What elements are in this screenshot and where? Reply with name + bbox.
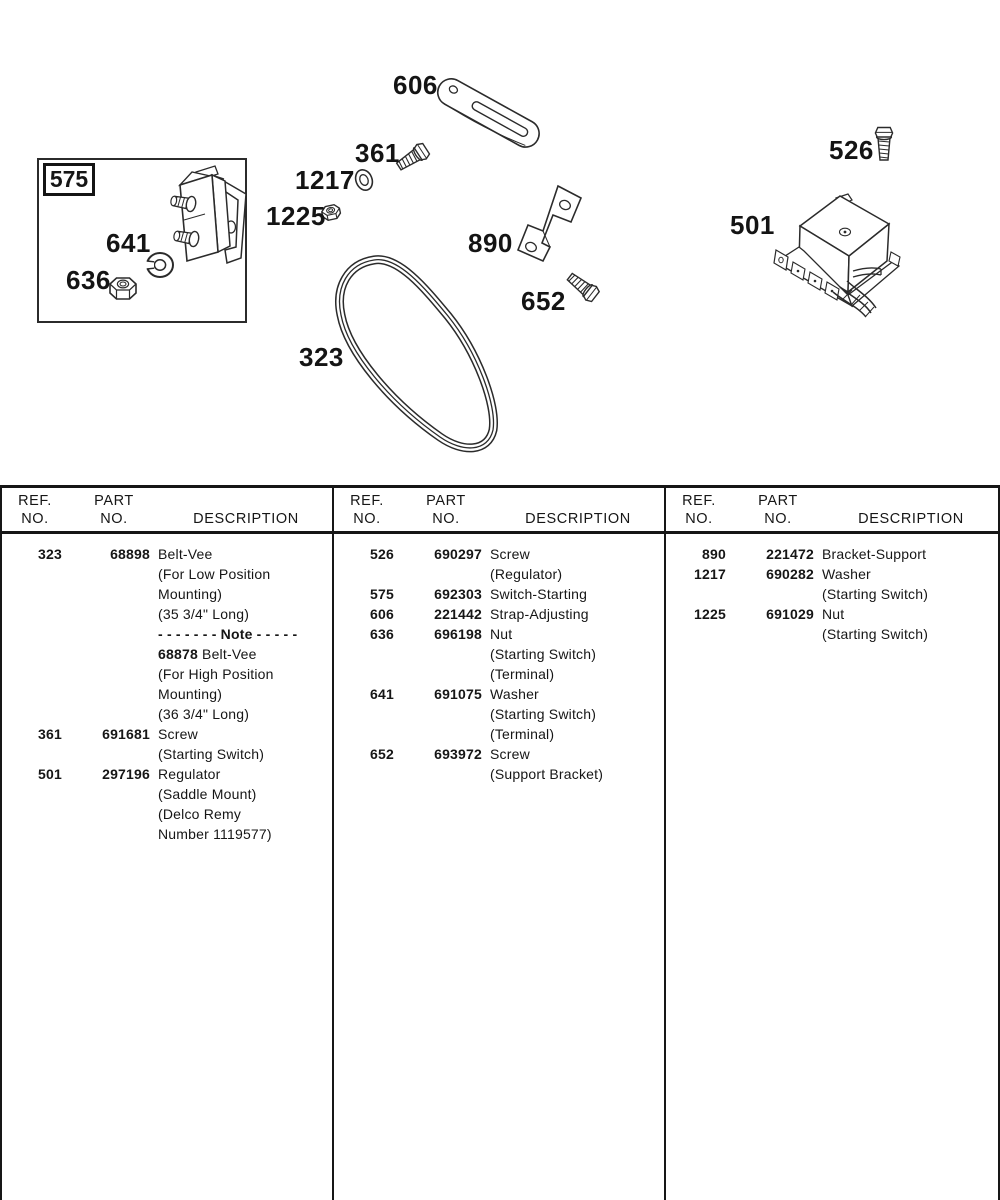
description-header: DESCRIPTION bbox=[858, 511, 964, 527]
part-no: 696198 bbox=[434, 626, 482, 642]
parts-table-column-1 bbox=[2, 488, 334, 1200]
table-row bbox=[334, 544, 664, 584]
regulator-501-drawing bbox=[774, 194, 900, 317]
description-line: (Support Bracket) bbox=[490, 766, 604, 782]
description-line: (Terminal) bbox=[490, 666, 555, 682]
description bbox=[482, 544, 664, 584]
part-no: 691681 bbox=[102, 726, 150, 742]
description-line: Screw bbox=[158, 726, 198, 742]
part-no: 692303 bbox=[434, 586, 482, 602]
part-label-652: 652 bbox=[521, 286, 566, 316]
adjusting-strap-drawing bbox=[433, 74, 544, 153]
description bbox=[482, 584, 664, 604]
description bbox=[150, 764, 332, 844]
description-line: Bracket-Support bbox=[822, 546, 927, 562]
part-no-header: PART NO. bbox=[758, 493, 798, 527]
ref-no-header: REF. NO. bbox=[18, 493, 52, 527]
description bbox=[482, 684, 664, 744]
description-line: Mounting) bbox=[158, 686, 223, 702]
table-row bbox=[334, 744, 664, 784]
description-line: Number 1119577) bbox=[158, 826, 272, 842]
part-no: 691075 bbox=[434, 686, 482, 702]
part-no: 690297 bbox=[434, 546, 482, 562]
table-header bbox=[2, 488, 332, 534]
part-label-1217: 1217 bbox=[295, 165, 355, 195]
table-body bbox=[2, 534, 332, 844]
parts-table-column-2 bbox=[334, 488, 666, 1200]
table-row bbox=[666, 544, 998, 564]
ref-no: 636 bbox=[370, 626, 394, 642]
description-line: (35 3/4" Long) bbox=[158, 606, 250, 622]
ref-no: 641 bbox=[370, 686, 394, 702]
ref-no: 606 bbox=[370, 606, 394, 622]
ref-no: 575 bbox=[370, 586, 394, 602]
starting-switch-drawing bbox=[170, 166, 246, 263]
part-no: 691029 bbox=[766, 606, 814, 622]
description-line: Washer bbox=[490, 686, 539, 702]
description-line: Screw bbox=[490, 546, 530, 562]
parts-table-column-3 bbox=[666, 488, 998, 1200]
description-line: (Starting Switch) bbox=[822, 626, 929, 642]
part-no: 297196 bbox=[102, 766, 150, 782]
part-label-501: 501 bbox=[730, 210, 775, 240]
washer-1217-drawing bbox=[353, 167, 376, 192]
description-line: (Starting Switch) bbox=[490, 706, 597, 722]
ref-no: 1225 bbox=[694, 606, 726, 622]
table-header bbox=[666, 488, 998, 534]
ref-no: 652 bbox=[370, 746, 394, 762]
part-no: 221442 bbox=[434, 606, 482, 622]
description bbox=[814, 544, 998, 564]
belt-drawing bbox=[340, 260, 494, 448]
screw-526-drawing bbox=[875, 128, 892, 161]
table-body bbox=[334, 534, 664, 784]
description-line: Regulator bbox=[158, 766, 221, 782]
table-row bbox=[2, 724, 332, 764]
description bbox=[814, 604, 998, 644]
parts-table bbox=[0, 485, 1000, 1200]
part-no-header: PART NO. bbox=[426, 493, 466, 527]
part-label-1225: 1225 bbox=[266, 201, 326, 231]
table-row bbox=[666, 564, 998, 604]
part-label-text: 575 bbox=[49, 166, 89, 192]
part-label-526: 526 bbox=[829, 135, 874, 165]
description-line: Mounting) bbox=[158, 586, 223, 602]
part-no: 221472 bbox=[766, 546, 814, 562]
description-line: Belt-Vee bbox=[158, 546, 213, 562]
table-row bbox=[334, 624, 664, 684]
description-line: (Starting Switch) bbox=[822, 586, 929, 602]
description bbox=[150, 544, 332, 724]
table-row bbox=[334, 604, 664, 624]
table-header bbox=[334, 488, 664, 534]
description-line: (Starting Switch) bbox=[490, 646, 597, 662]
part-no: 68898 bbox=[110, 546, 150, 562]
description-line: Nut bbox=[822, 606, 845, 622]
ref-no-header: REF. NO. bbox=[350, 493, 384, 527]
part-label-361: 361 bbox=[355, 138, 400, 168]
description-line: Nut bbox=[490, 626, 513, 642]
part-label-323: 323 bbox=[299, 342, 344, 372]
ref-no-header: REF. NO. bbox=[682, 493, 716, 527]
part-label-890: 890 bbox=[468, 228, 513, 258]
table-row bbox=[334, 684, 664, 744]
description bbox=[482, 744, 664, 784]
description-line: (For High Position bbox=[158, 666, 274, 682]
table-body bbox=[666, 534, 998, 644]
description bbox=[482, 624, 664, 684]
description-header: DESCRIPTION bbox=[525, 511, 631, 527]
description-line: (Saddle Mount) bbox=[158, 786, 257, 802]
description-line: (Terminal) bbox=[490, 726, 555, 742]
ref-no: 526 bbox=[370, 546, 394, 562]
ref-no: 361 bbox=[38, 726, 62, 742]
description-line: Washer bbox=[822, 566, 871, 582]
part-no-header: PART NO. bbox=[94, 493, 134, 527]
ref-no: 1217 bbox=[694, 566, 726, 582]
screw-652-drawing bbox=[564, 270, 600, 304]
description-line: (Regulator) bbox=[490, 566, 563, 582]
description-line: (36 3/4" Long) bbox=[158, 706, 250, 722]
table-row bbox=[666, 604, 998, 644]
part-no: 693972 bbox=[434, 746, 482, 762]
description-line: 68878 Belt-Vee bbox=[158, 646, 257, 662]
part-label-641: 641 bbox=[106, 228, 151, 258]
part-no: 690282 bbox=[766, 566, 814, 582]
description bbox=[482, 604, 664, 624]
table-row bbox=[334, 584, 664, 604]
description bbox=[150, 724, 332, 764]
description bbox=[814, 564, 998, 604]
nut-636-drawing bbox=[110, 278, 136, 299]
description-line: Switch-Starting bbox=[490, 586, 588, 602]
description-line: (Delco Remy bbox=[158, 806, 242, 822]
table-row bbox=[2, 544, 332, 724]
description-line: (Starting Switch) bbox=[158, 746, 265, 762]
description-header: DESCRIPTION bbox=[193, 511, 299, 527]
part-label-606: 606 bbox=[393, 70, 438, 100]
ref-no: 890 bbox=[702, 546, 726, 562]
part-label-636: 636 bbox=[66, 265, 111, 295]
description-line: Screw bbox=[490, 746, 530, 762]
table-row bbox=[2, 764, 332, 844]
description-line: (For Low Position bbox=[158, 566, 271, 582]
description-line: Strap-Adjusting bbox=[490, 606, 589, 622]
bracket-890-drawing bbox=[518, 186, 581, 261]
ref-no: 501 bbox=[38, 766, 62, 782]
description-line: - - - - - - - Note - - - - - bbox=[158, 626, 298, 642]
ref-no: 323 bbox=[38, 546, 62, 562]
parts-illustration bbox=[0, 0, 1000, 485]
